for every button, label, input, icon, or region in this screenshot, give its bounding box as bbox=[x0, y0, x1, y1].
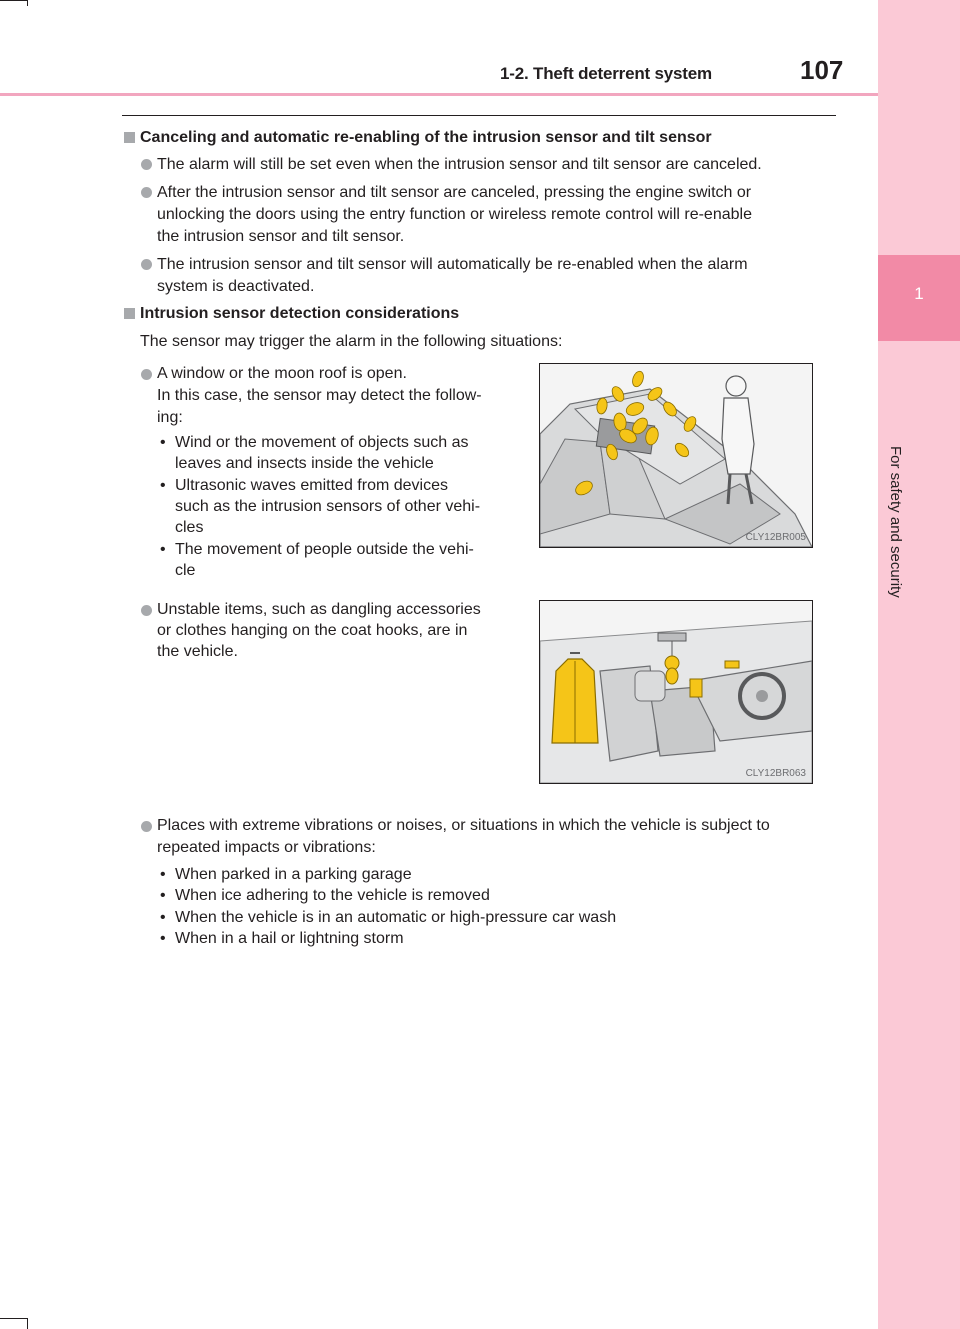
chapter-label: For safety and security bbox=[887, 446, 904, 598]
bullet-dot-icon bbox=[141, 159, 152, 170]
section-heading: Intrusion sensor detection considerations bbox=[140, 305, 460, 322]
sub-bullet: • bbox=[160, 930, 166, 947]
paragraph-line: cles bbox=[175, 519, 204, 536]
sub-bullet: • bbox=[160, 909, 166, 926]
list-item: When ice adhering to the vehicle is removed bbox=[175, 887, 490, 904]
bullet-dot-icon bbox=[141, 821, 152, 832]
paragraph-line: After the intrusion sensor and tilt sensor are canceled, pressing the engine switch or bbox=[157, 184, 752, 201]
paragraph-line: The intrusion sensor and tilt sensor will automatically be re-enabled when the alarm bbox=[157, 256, 748, 273]
figure-code: CLY12BR063 bbox=[745, 768, 806, 779]
paragraph-line: Wind or the movement of objects such as bbox=[175, 434, 469, 451]
paragraph-line: ing: bbox=[157, 409, 183, 426]
crop-mark bbox=[0, 0, 28, 1]
crop-mark bbox=[27, 0, 28, 6]
sub-bullet: • bbox=[160, 887, 166, 904]
paragraph-line: cle bbox=[175, 562, 196, 579]
paragraph-line: Places with extreme vibrations or noises, or situations in which the vehicle is subject to bbox=[157, 817, 770, 834]
illustration-open-moon-roof bbox=[539, 363, 813, 548]
illustration-dangling-items bbox=[539, 600, 813, 784]
crop-mark bbox=[0, 1318, 28, 1319]
sub-bullet: • bbox=[160, 541, 166, 558]
paragraph-line: A window or the moon roof is open. bbox=[157, 365, 407, 382]
bullet-dot-icon bbox=[141, 605, 152, 616]
chapter-side-tab bbox=[878, 0, 960, 1329]
paragraph-line: leaves and insects inside the vehicle bbox=[175, 455, 434, 472]
paragraph-line: The alarm will still be set even when the intrusion sensor and tilt sensor are canceled. bbox=[157, 156, 762, 173]
chapter-number: 1 bbox=[914, 284, 924, 303]
paragraph-line: Ultrasonic waves emitted from devices bbox=[175, 477, 448, 494]
section-title: 1-2. Theft deterrent system bbox=[500, 64, 712, 83]
sub-bullet: • bbox=[160, 866, 166, 883]
section-heading: Canceling and automatic re-enabling of the intrusion sensor and tilt sensor bbox=[140, 129, 712, 146]
crop-mark bbox=[27, 1318, 28, 1329]
paragraph-line: The sensor may trigger the alarm in the following situations: bbox=[140, 333, 563, 350]
sub-bullet: • bbox=[160, 477, 166, 494]
bullet-dot-icon bbox=[141, 259, 152, 270]
paragraph-line: In this case, the sensor may detect the follow- bbox=[157, 387, 482, 404]
heading-square-icon bbox=[124, 132, 135, 143]
paragraph-line: or clothes hanging on the coat hooks, are in bbox=[157, 622, 468, 639]
page-number: 107 bbox=[800, 55, 844, 85]
bullet-dot-icon bbox=[141, 369, 152, 380]
paragraph-line: repeated impacts or vibrations: bbox=[157, 839, 376, 856]
paragraph-line: system is deactivated. bbox=[157, 278, 315, 295]
sub-bullet: • bbox=[160, 434, 166, 451]
list-item: When the vehicle is in an automatic or high-pressure car wash bbox=[175, 909, 617, 926]
content-top-rule bbox=[122, 115, 836, 116]
figure-code: CLY12BR005 bbox=[745, 532, 806, 543]
list-item: When parked in a parking garage bbox=[175, 866, 412, 883]
paragraph-line: Unstable items, such as dangling accessories bbox=[157, 601, 481, 618]
paragraph-line: the vehicle. bbox=[157, 643, 238, 660]
paragraph-line: such as the intrusion sensors of other vehi- bbox=[175, 498, 481, 515]
paragraph-line: the intrusion sensor and tilt sensor. bbox=[157, 228, 405, 245]
paragraph-line: unlocking the doors using the entry function or wireless remote control will re-enable bbox=[157, 206, 752, 223]
paragraph-line: The movement of people outside the vehi- bbox=[175, 541, 474, 558]
header-rule bbox=[0, 93, 878, 96]
heading-square-icon bbox=[124, 308, 135, 319]
bullet-dot-icon bbox=[141, 187, 152, 198]
list-item: When in a hail or lightning storm bbox=[175, 930, 404, 947]
